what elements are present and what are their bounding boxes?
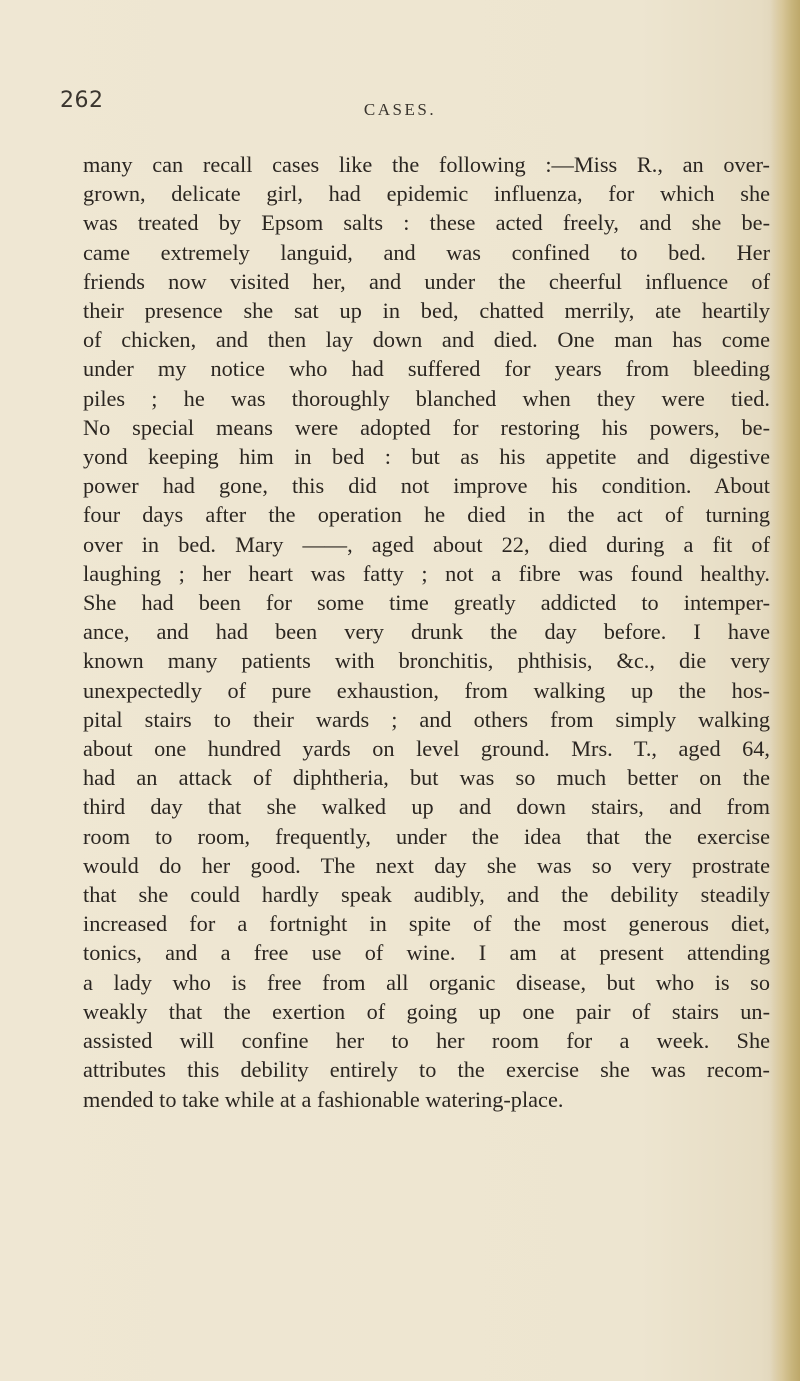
text-line: a lady who is free from all organic disease, but who is so: [83, 969, 770, 995]
text-line: yond keeping him in bed : but as his appetite and digestive: [83, 444, 770, 470]
text-line: No special means were adopted for restoring his powers, be-: [83, 414, 770, 440]
text-line: was treated by Epsom salts : these acted freely, and she be-: [83, 210, 770, 236]
text-line: ance, and had been very drunk the day before. I have: [83, 619, 770, 645]
running-title: CASES.: [363, 100, 437, 119]
text-line: their presence she sat up in bed, chatted merrily, ate heartily: [83, 298, 770, 324]
text-line: unexpectedly of pure exhaustion, from walking up the hos-: [83, 677, 770, 703]
text-line: attributes this debility entirely to the exercise she was recom-: [83, 1057, 770, 1083]
text-line: that she could hardly speak audibly, and the debility steadily: [83, 882, 770, 908]
text-line: about one hundred yards on level ground. Mrs. T., aged 64,: [83, 736, 770, 762]
text-line: power had gone, this did not improve his condition. About: [83, 473, 770, 499]
text-line: known many patients with bronchitis, phthisis, &c., die very: [83, 648, 770, 674]
text-line: friends now visited her, and under the cheerful influence of: [83, 268, 770, 294]
text-line: weakly that the exertion of going up one pair of stairs un-: [83, 998, 770, 1024]
page-number: 262: [60, 88, 104, 113]
text-line: tonics, and a free use of wine. I am at present attending: [83, 940, 770, 966]
text-line: under my notice who had suffered for years from bleeding: [83, 356, 770, 382]
text-line: four days after the operation he died in the act of turning: [83, 502, 770, 528]
text-line: third day that she walked up and down stairs, and from: [83, 794, 770, 820]
text-line: grown, delicate girl, had epidemic influenza, for which she: [83, 181, 770, 207]
page-edge-shadow: [770, 0, 800, 1381]
text-line: pital stairs to their wards ; and others from simply walking: [83, 706, 770, 732]
text-line: had an attack of diphtheria, but was so much better on the: [83, 765, 770, 791]
text-line: increased for a fortnight in spite of the most generous diet,: [83, 911, 770, 937]
text-line: of chicken, and then lay down and died. One man has come: [83, 327, 770, 353]
text-line: came extremely languid, and was confined to bed. Her: [83, 239, 770, 265]
text-line: She had been for some time greatly addicted to intemper-: [83, 590, 770, 616]
text-line: over in bed. Mary ——, aged about 22, died during a fit of: [83, 531, 770, 557]
text-line: mended to take while at a fashionable watering-place.: [83, 1086, 564, 1112]
body-paragraph: [83, 150, 770, 1114]
text-line: room to room, frequently, under the idea that the exercise: [83, 823, 770, 849]
text-line: would do her good. The next day she was so very prostrate: [83, 852, 770, 878]
text-line: assisted will confine her to her room for a week. She: [83, 1028, 770, 1054]
text-line: laughing ; her heart was fatty ; not a fibre was found healthy.: [83, 560, 770, 586]
text-line: many can recall cases like the following :—Miss R., an over-: [83, 152, 770, 177]
text-line: piles ; he was thoroughly blanched when they were tied.: [83, 385, 770, 411]
